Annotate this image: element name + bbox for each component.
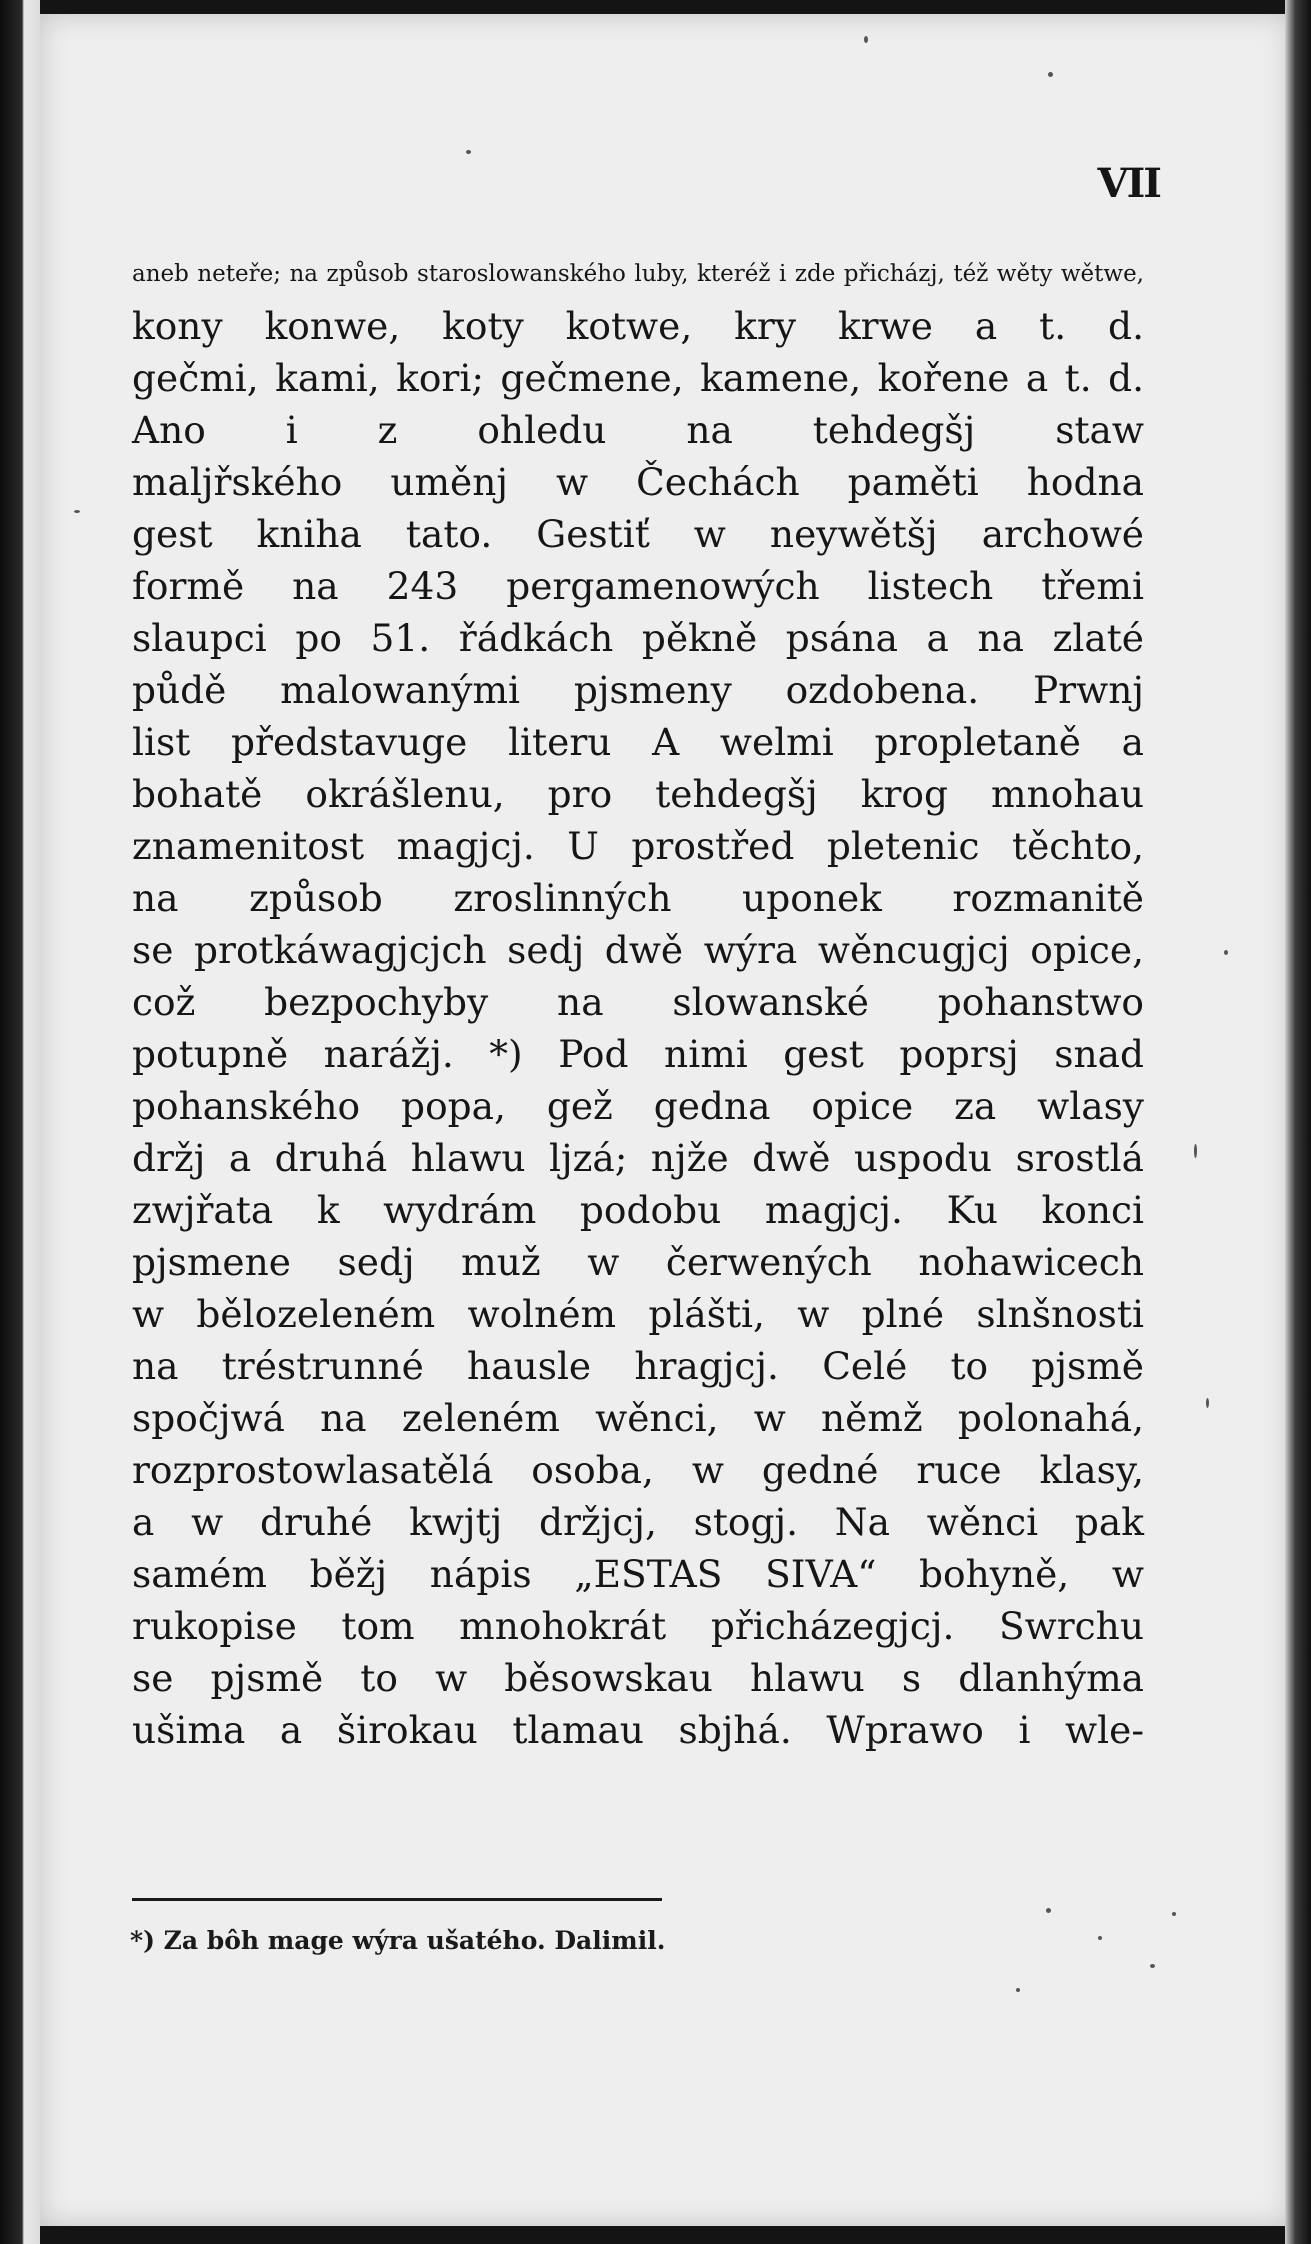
text-line: gest kniha tato. Gestiť w neywětšj archowé — [132, 512, 1144, 556]
text-line: spočjwá na zeleném wěnci, w němž polonahá, — [132, 1396, 1144, 1440]
ink-speck — [1194, 1144, 1197, 1158]
text-line: zwjřata k wydrám podobu magjcj. Ku konci — [132, 1188, 1144, 1232]
text-line: slaupci po 51. řádkách pěkně psána a na zlaté — [132, 616, 1144, 660]
text-line: na způsob zroslinných uponek rozmanitě — [132, 876, 1144, 920]
text-line: list představuge literu A welmi propletaně a — [132, 720, 1144, 764]
text-line: ušima a širokau tlamau sbjhá. Wprawo i wle- — [132, 1708, 1144, 1752]
text-line: rozprostowlasatělá osoba, w gedné ruce klasy, — [132, 1448, 1144, 1492]
text-line: pohanského popa, gež gedna opice za wlasy — [132, 1084, 1144, 1128]
text-line: potupně narážj. *) Pod nimi gest poprsj snad — [132, 1032, 1144, 1076]
text-line: bohatě okrášlenu, pro tehdegšj krog mnohau — [132, 772, 1144, 816]
text-line: držj a druhá hlawu ljzá; njže dwě uspodu srostlá — [132, 1136, 1144, 1180]
ink-speck — [1206, 1398, 1209, 1408]
ink-speck — [1048, 72, 1053, 77]
text-line: pjsmene sedj muž w čerwených nohawicech — [132, 1240, 1144, 1284]
text-line: se protkáwagjcjch sedj dwě wýra wěncugjcj opice, — [132, 928, 1144, 972]
ink-speck — [1098, 1936, 1102, 1940]
book-gutter — [0, 0, 40, 2244]
text-line: se pjsmě to w běsowskau hlawu s dlanhýma — [132, 1656, 1144, 1700]
text-line: samém běžj nápis „ESTAS SIVA“ bohyně, w — [132, 1552, 1144, 1596]
text-line: aneb neteře; na způsob staroslowanského luby, kteréž i zde přicházj, též wěty wětwe, — [132, 261, 1144, 287]
text-line: gečmi, kami, kori; gečmene, kamene, kořene a t. d. — [132, 356, 1144, 400]
text-line: formě na 243 pergamenowých listech třemi — [132, 564, 1144, 608]
page-number: VII — [1097, 160, 1160, 207]
text-line: rukopise tom mnohokrát přicházegjcj. Swrchu — [132, 1604, 1144, 1648]
ink-speck — [864, 36, 868, 43]
ink-speck — [74, 510, 80, 513]
footnote: *) Za bôh mage wýra ušatého. Dalimil. — [130, 1926, 666, 1955]
text-line: na tréstrunné hausle hragjcj. Celé to pjsmě — [132, 1344, 1144, 1388]
text-line: půdě malowanými pjsmeny ozdobena. Prwnj — [132, 668, 1144, 712]
ink-speck — [1224, 950, 1228, 955]
ink-speck — [1016, 1988, 1020, 1992]
ink-speck — [1172, 1912, 1176, 1916]
body-text — [132, 248, 1144, 1756]
ink-speck — [466, 150, 471, 154]
text-line: což bezpochyby na slowanské pohanstwo — [132, 980, 1144, 1024]
text-line: maljřského uměnj w Čechách paměti hodna — [132, 460, 1144, 504]
ink-speck — [1046, 1908, 1051, 1913]
text-line: w bělozeleném wolném plášti, w plné slnšnosti — [132, 1292, 1144, 1336]
ink-speck — [1150, 1964, 1155, 1968]
footnote-divider — [132, 1898, 662, 1901]
page-edge-shadow — [1285, 0, 1311, 2244]
text-line: kony konwe, koty kotwe, kry krwe a t. d. — [132, 304, 1144, 348]
text-line: a w druhé kwjtj držjcj, stogj. Na wěnci pak — [132, 1500, 1144, 1544]
text-line: znamenitost magjcj. U prostřed pletenic těchto, — [132, 824, 1144, 868]
text-line: Ano i z ohledu na tehdegšj staw — [132, 408, 1144, 452]
